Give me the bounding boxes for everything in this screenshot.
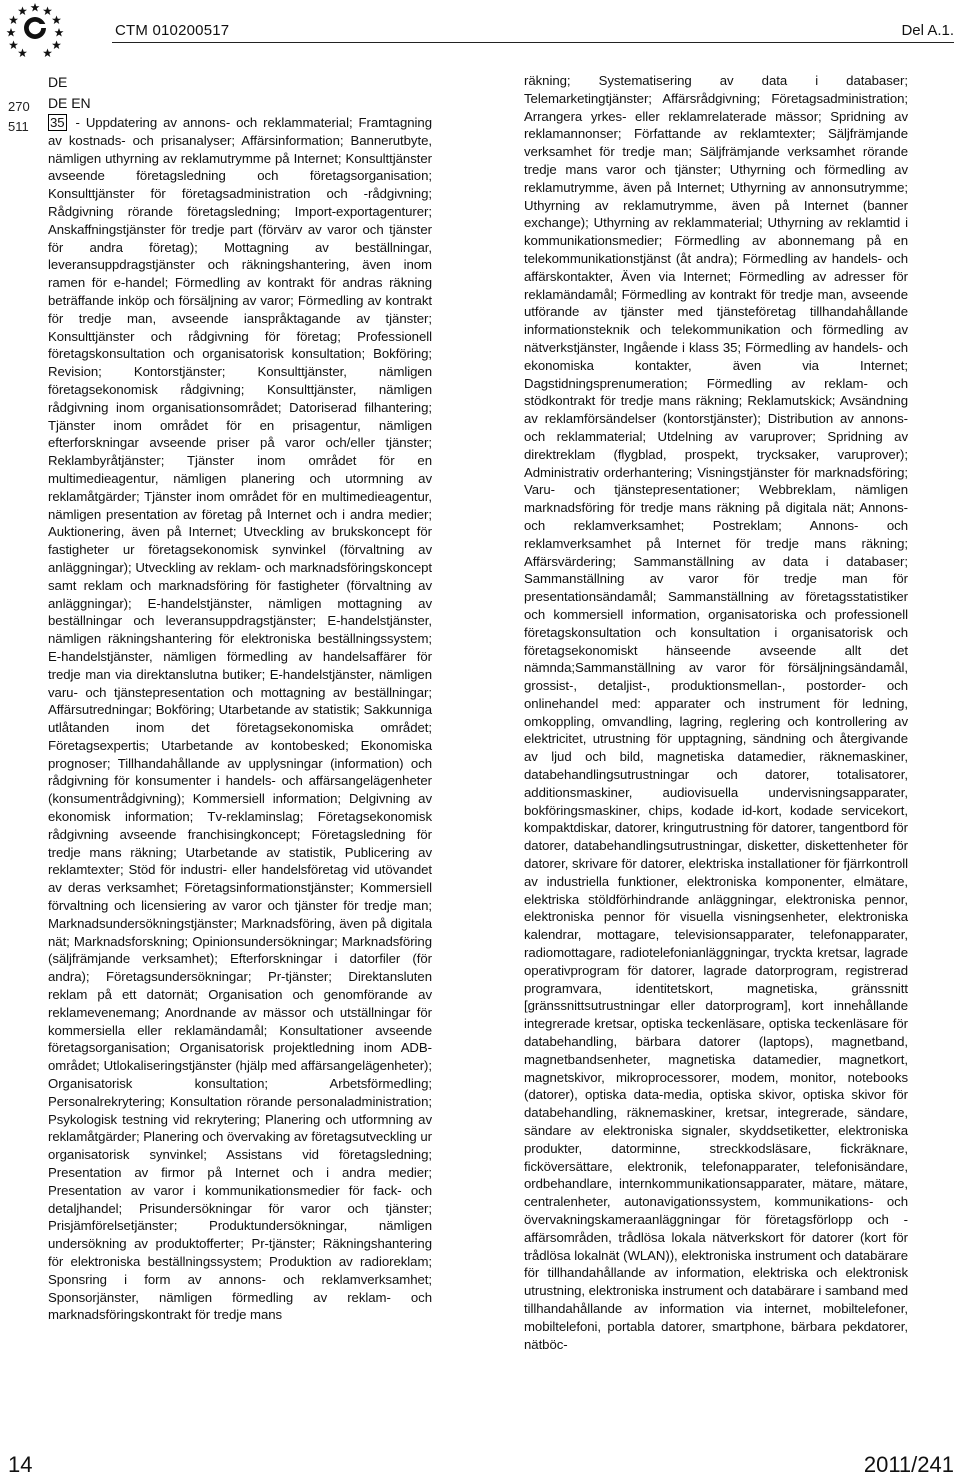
class-number-box: 35 [50,115,65,130]
page-number: 14 [8,1452,33,1477]
office-emblem-icon [6,0,64,58]
document-section: Del A.1. [901,22,954,39]
goods-services-text [48,114,432,1324]
header-rule [112,42,954,43]
document-code: CTM 010200517 [115,22,230,39]
bulletin-issue: 2011/241 [863,1452,954,1477]
margin-code-270: 270 [8,99,30,114]
language-primary: DE [48,74,68,90]
right-column [524,72,908,1353]
right-column-text: räkning; Systematisering av data i databaser; Telemarketingtjänster; Affärsrådgivning; Företagsadministration; Arrangera yrkes- eller reklamrelaterade mässor; Spridning av reklamannonser; Författande av reklamtexter; Säljfrämjande verksamhet för tredje man; Säljfrämjande verksamhet rörande tredje mans varor och tjänster; Uthyrning och förmedling av reklamutrymme, även på Internet; Uthyrning av annonsutrymme; Uthyrning av reklamutrymme, även på Internet (banner exchange); Uthyrning av reklammaterial; Uthyrning av reklamtid i kommunikationsmedier; Förmedling av abonnemang på en telekommunikationstjänst (åt andra); Förmedling av handels- och affärskontakter, Även via Internet; Förmedling av adresser för reklamändamål; Förmedling av kontrakt för tredje man, avseende utförande av tjänster med tjänsteföretag tillhandahållande informationsteknik och telekommunikation och förmedling av nätverkstjänster, Ingående i klass 35; Förmedling av handels- och ekonomiska kontakter, även via Internet; Dagstidningsprenumeration; Förmedling av reklam- och stödkontrakt för tredje mans räkning; Reklamutskick; Avsändning av reklamförsändelser (kontorstjänster); Distribution av annons- och reklammaterial; Utdelning av varuprover; Spridning av direktreklam (flygblad, prospekt, trycksaker, varuprover); Administrativ orderhantering; Visningstjänster för marknadsföring; Varu- och tjänstepresentationer; Webbreklam, nämligen marknadsföring för tredje mans räkning på digitala nät; Annons- och reklamverksamhet; Postreklam; Annons- och reklamverksamhet på Internet för tredje mans räkning; Affärsvärdering; Sammanställning av data i databaser; Sammanställning av varor för tredje man för presentationsändamål; Sammanställning av företagsstatistiker och kommersiell information, organisatoriska och professionell företagskonsultation och konsultation i organisatorisk och företagsekonomiskt hänseende avseende allt det nämnda;Sammanställning av varor för försäljningsändamål, grossist-, detaljist-, produktionsmellan-, postorder- och onlinehandel med: apparater och instrument för ledning, omkoppling, omvandling, lagring, reglering och kontrollering av elektricitet, utrustning för upptagning, sändning och återgivande av ljud och bild, magnetiska datamedier, räknemaskiner, databehandlingsutrustningar och datorer, totalisatorer, additionsmaskiner, audiovisuella undervisningsapparater, bokföringsmaskiner, chips, kodade id-kort, kodade servicekort, kompaktdiskar, datorer, kringutrustning för datorer, tangentbord för datorer, databehandlingsutrustningar, disketter, diskettenheter för datorer, skrivare för datorer, elektriska installationer för fjärrkontroll av industriella funktioner, elektroniska komponenter, elmätare, elektriska stöldförhindrande anläggningar, elektroniska pennor, elektroniska pennor för visuella visningsenheter, elektroniska kalendrar, mottagare, televisionsapparater, telefonapparater, radiomottagare, radiotelefonianläggningar, tryckta kretsar, lagrade operativprogram för datorer, lagrade datorprogram, registrerad programvara, identitetskort, magnetiska, gränssnitt [gränssnittsutrustningar eller datorprogram], kort innehållande integrerade kretsar, optiska teckenläsare, optiska teckenläsare för databehandling, bärbara datorer (laptops), magnetband, magnetbandsenheter, magnetiska datamedier, magnetkort, magnetskivor, mikroprocessorer, modem, monitor, notebooks (datorer), optiska data-media, optiska skivor, optiska skivor för databehandling, räknemaskiner, kretsar, integrerade, sändare, sändare av elektroniska signaler, skyddsetiketter, elektroniska produkter, datorminne, streckkodsläsare, fickräknare, ficköversättare, elektronik, telefonapparater, telefonisändare, ordbehandlare, internkommunikationsapparater, mätare, mätare, centralenheter, autonavigationssystem, kommunikations- och övervakningskameraanläggningar för företagsförlopp och -affärsområden, trådlösa lokala nätverkskort för datorer (kort för trådlösa lokalnät (WLAN)), elektroniska instrument och databärare för tillhandahållande av information, elektriska och elektronisk utrustning, elektroniska instrument och databärare i samband med tillhandahållande av information via internet, mobiltelefoner, mobiltelefoni, portabla datorer, smartphone, bärbara pekdatorer, nätböc- [524,73,908,1352]
margin-code-511: 511 [8,119,29,134]
left-column-text: - Uppdatering av annons- och reklammaterial; Framtagning av kostnads- och prisanalyser; Affärsinformation; Bannerutbyte, nämligen uthyrning av reklamutrymme på Internet; Konsulttjänster avseende företagsledning och företagsorganisation; Konsulttjänster för företagsadministration och -rådgivning; Rådgivning rörande företagsledning; Import-exportagenturer; Anskaffningstjänster för tredje part (förvärv av varor och tjänster för andra företag); Mottagning av beställningar, leveransuppdragstjänster och räkningshantering, även inom ramen för e-handel; Förmedling av kontrakt för andras räkning beträffande inköp och försäljning av varor; Förmedling av kontrakt för tredje man, avseende ianspråktagande av tjänster; Konsulttjänster och rådgivning för företag; Professionell företagskonsultation och organisatorisk konsultation; Bokföring; Revision; Kontorstjänster; Konsulttjänster, nämligen företagsekonomisk rådgivning; Konsulttjänster, nämligen rådgivning inom organisationsområdet; Datoriserad filhantering; Tjänster inom området för en prisagentur, nämligen efterforskningar avseende priser på varor och/eller tjänster; Reklambyråtjänster; Tjänster inom området för en multimedieagentur, nämligen planering och utormning av reklamåtgärder; Tjänster inom området för en multimedieagentur, nämligen presentation av företag på Internet och i andra medier; Auktionering, även på Internet; Utveckling av brukskoncept för fastigheter ur företagsekonomisk synvinkel (förvaltning av anläggningar); Utveckling av reklam- och marknadsföringskoncept samt reklam och marknadsföring för fastigheter (förvaltning av anläggningar); E-handelstjänster, nämligen mottagning av beställningar och leveransuppdragstjänster; E-handelstjänster, nämligen räkningshantering för elektroniska beställningssystem; E-handelstjänster, nämligen förmedling av handelsaffärer för tredje man via direktanslutna butiker; E-handelstjänster, nämligen varu- och tjänstepresentation och mottagning av beställningar; Affärsutredningar; Bokföring; Utarbetande av statistik; Sakkunniga utlåtanden inom det företagsekonomiska området; Företagsexpertis; Utarbetande av kontobesked; Ekonomiska prognoser; Tillhandahållande av upplysningar (information) och rådgivning för konsumenter i handels- och affärsangelägenheter (konsumentrådgivning); Kommersiell information; Delgivning av ekonomisk information; Tv-reklaminslag; Företagsekonomisk rådgivning avseende franchisingkoncept; Företagsledning för tredje mans räkning; Utarbetande av statistik, Publicering av reklamtexter; Stöd för industri- eller handelsföretag vid utövandet av deras verksamhet; Företagsinformationstjänster; Kommersiell förvaltning och licensiering av varor och tjänster för tredje man; Marknadsundersökningstjänster; Marknadsföring, även på digitala nät; Marknadsforskning; Opinionsundersökningar; Marknadsföring (säljfrämjande verksamhet); Efterforskningar i datorfiler (för andra); Företagsundersökningar; Pr-tjänster; Direktansluten reklam på ett datornät; Organisation och genomförande av reklamevenemang; Anordnande av mässor och utställningar för kommersiella eller reklamändamål; Konsultationer avseende företagsorganisation; Organisatorisk projektledning inom ADB-området; Utlokaliseringstjänster (hjälp med affärsangelägenheter); Organisatorisk konsultation; Arbetsförmedling; Personalrekrytering; Konsultation rörande personaladministration; Psykologisk testning vid rekrytering; Planering och utformning av reklamåtgärder; Planering och övervaking av företagsutveckling ur organisatorisk synvinkel; Assistans vid företagsledning; Presentation av firmor på Internet och i andra medier; Presentation av varor i kommunikationsmedier för fack- och detaljhandel; Prisundersökningar för varor och tjänster; Prisjämförelsetjänster; Produktundersökningar, nämligen undersökning av produktofferter; Pr-tjänster; Räkningshantering för elektroniska beställningssystem; Produktion av radioreklam; Sponsring i form av annons- och reklamverksamhet; Sponsorjänster, nämligen förmedling av reklam- och marknadsföringskontrakt för tredje mans [48,115,432,1323]
margin-codes [8,97,30,137]
left-column [48,72,432,1324]
page-header [0,0,960,60]
language-secondary: DE EN [48,95,91,111]
